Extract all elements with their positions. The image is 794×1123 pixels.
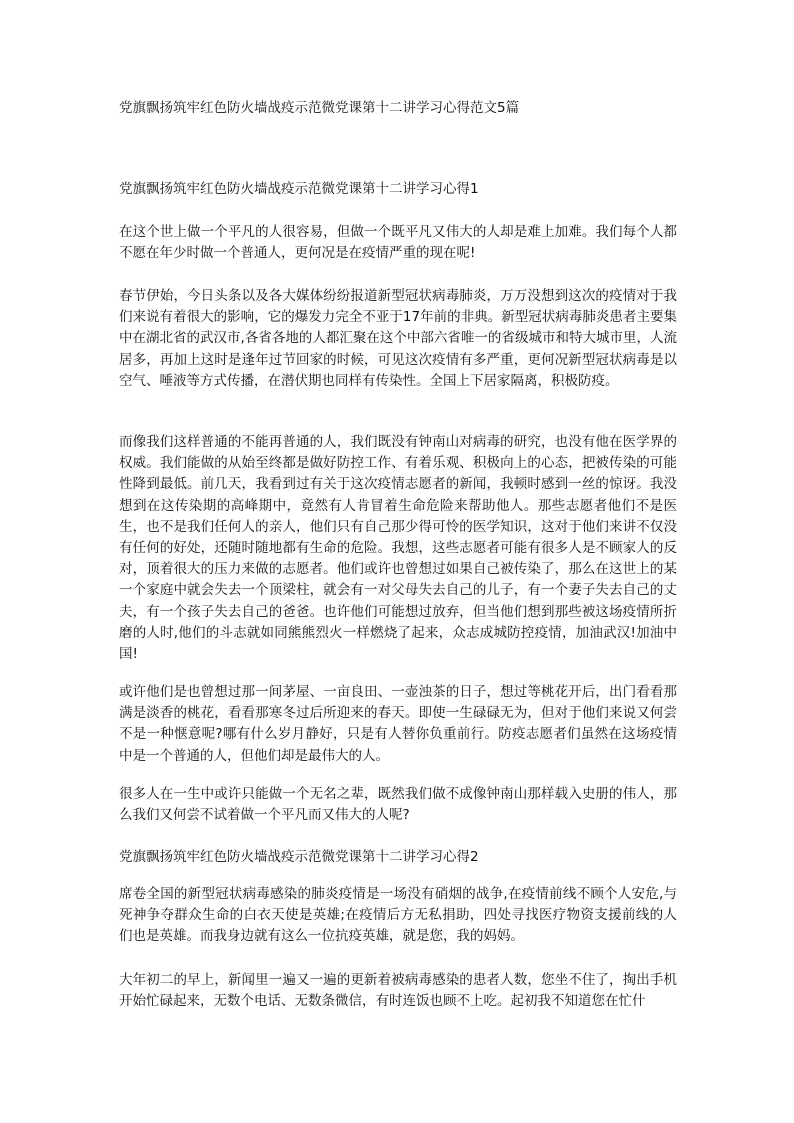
paragraph: 在这个世上做一个平凡的人很容易，但做一个既平凡又伟大的人却是难上加难。我们每个人都不愿在年少时做一个普通人，更何况是在疫情严重的现在呢! xyxy=(119,224,677,262)
paragraph: 或许他们是也曾想过那一间茅屋、一亩良田、一壶浊茶的日子，想过等桃花开后，出门看看那满是淡香的桃花，看看那寒冬过后所迎来的春天。即使一生碌碌无为，但对于他们来说又何尝不是一种惬意呢?哪有什么岁月静好，只是有人替你负重前行。防疫志愿者们虽然在这场疫情中是一个普通的人，但他们却是最伟大的人。 xyxy=(119,684,677,764)
paragraph: 很多人在一生中或许只能做一个无名之辈，既然我们做不成像钟南山那样载入史册的伟人，那么我们又何尝不试着做一个平凡而又伟大的人呢? xyxy=(119,786,677,824)
paragraph: 而像我们这样普通的不能再普通的人，我们既没有钟南山对病毒的研究，也没有他在医学界的权威。我们能做的从始至终都是做好防控工作、有着乐观、积极向上的心态，把被传染的可能性降到最低。前几天，我看到过有关于这次疫情志愿者的新闻，我顿时感到一丝的惊讶。我没想到在这传染期的高峰期中，竟然有人肯冒着生命危险来帮助他人。那些志愿者他们不是医生，也不是我们任何人的亲人，他们只有自己那少得可怜的医学知识，这对于他们来讲不仅没有任何的好处，还随时随地都有生命的危险。我想，这些志愿者可能有很多人是不顾家人的反对，顶着很大的压力来做的志愿者。他们或许也曾想过如果自己被传染了，那么在这世上的某一个家庭中就会失去一个顶梁柱，就会有一对父母失去自己的儿子，有一个妻子失去自己的丈夫，有一个孩子失去自己的爸爸。也许他们可能想过放弃，但当他们想到那些被这场疫情所折磨的人时,他们的斗志就如同熊熊烈火一样燃烧了起来，众志成城防控疫情，加油武汉!加油中国! xyxy=(119,434,677,663)
document-title: 党旗飘扬筑牢红色防火墙战疫示范微党课第十二讲学习心得范文5篇 xyxy=(119,100,520,116)
paragraph: 春节伊始，今日头条以及各大媒体纷纷报道新型冠状病毒肺炎，万万没想到这次的疫情对于我们来说有着很大的影响，它的爆发力完全不亚于17年前的非典。新型冠状病毒肺炎患者主要集中在湖北省的武汉市,各省各地的人都汇聚在这个中部六省唯一的省级城市和特大城市里，人流居多，再加上这时是逢年过节回家的时候，可见这次疫情有多严重，更何况新型冠状病毒是以空气、唾液等方式传播，在潜伏期也同样有传染性。全国上下居家隔离，积极防疫。 xyxy=(119,288,677,389)
section-heading-1: 党旗飘扬筑牢红色防火墙战疫示范微党课第十二讲学习心得1 xyxy=(119,181,479,197)
paragraph: 大年初二的早上，新闻里一遍又一遍的更新着被病毒感染的患者人数，您坐不住了，掏出手机开始忙碌起来，无数个电话、无数条微信，有时连饭也顾不上吃。起初我不知道您在忙什 xyxy=(119,972,677,1010)
paragraph: 席卷全国的新型冠状病毒感染的肺炎疫情是一场没有硝烟的战争,在疫情前线不顾个人安危,与死神争夺群众生命的白衣天使是英雄;在疫情后方无私捐助，四处寻找医疗物资支援前线的人们也是英雄。而我身边就有这么一位抗疫英雄，就是您，我的妈妈。 xyxy=(119,886,677,945)
section-heading-2: 党旗飘扬筑牢红色防火墙战疫示范微党课第十二讲学习心得2 xyxy=(119,849,479,865)
